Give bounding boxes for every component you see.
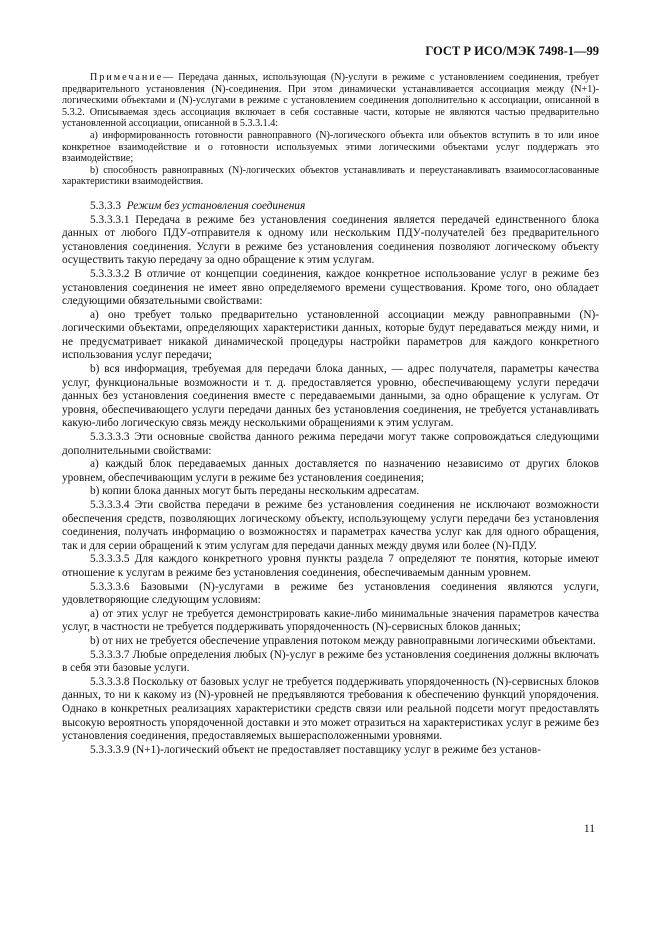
note-paragraph	[62, 72, 599, 130]
paragraph: 5.3.3.3.4 Эти свойства передачи в режиме без установления соединения не исключают возможности обеспечения средств, позволяющих логическому объекту, использующему услуги передачи без установления соединения, получать информацию о возможностях и параметрах качества услуг как для одного обращения, так и для серии обращений к этим услугам для передачи данных между двумя или более (N)-ПДУ.	[62, 499, 599, 552]
section-heading	[62, 200, 599, 214]
paragraph: 5.3.3.3.2 В отличие от концепции соединения, каждое конкретное использование услуг в режиме без установления соединения не имеет явно определяемого времени существования. Кроме того, оно обладает следующими обязательными свойствами:	[62, 267, 599, 308]
list-item: а) оно требует только предварительно установленной ассоциации между равноправными (N)-логическими объектами, определяющих характеристики данных, которые будут передаваться между ними, и не предусматривает никакой динамической процедуры настройки параметров для каждого конкретного использования услуг передачи;	[62, 308, 599, 362]
note-block	[62, 72, 599, 188]
list-item: b) копии блока данных могут быть переданы нескольким адресатам.	[90, 485, 420, 498]
paragraph: 5.3.3.3.6 Базовыми (N)-услугами в режиме без установления соединения являются услуги, удовлетворяющие следующим условиям:	[62, 580, 599, 607]
list-item: b) от них не требуется обеспечение управления потоком между равноправными логическими объектами.	[90, 634, 596, 647]
note-label: Примечание	[90, 72, 164, 83]
list-item: а) от этих услуг не требуется демонстрировать какие-либо минимальные значения параметров качества услуг, в частности не требуется поддерживать упорядоченность (N)-сервисных блоков данных;	[62, 607, 599, 634]
paragraph: 5.3.3.3.8 Поскольку от базовых услуг не требуется поддерживать упорядоченность (N)-сервисных блоков данных, то ни к какому из (N)-уровней не предъявляются требования к обеспечению функций упорядочения. Однако в конкретных реализациях характеристики средств связи или реальной подсети могут предоставлять высокую вероятность упорядоченной доставки и это может отразиться на характеристиках услуг в режиме без установления соединения, предоставляемых вышерасположенными уровнями.	[62, 675, 599, 743]
paragraph: 5.3.3.3.1 Передача в режиме без установления соединения является передачей единственного блока данных от любого ПДУ-отправителя к одному или нескольким ПДУ-получателей без предварительного установления соединения. Услуги в режиме без установления соединения позволяют логическому объекту осуществить такую передачу за одно обращение к этим услугам.	[62, 213, 599, 267]
standard-header: ГОСТ Р ИСО/МЭК 7498-1—99	[425, 44, 599, 58]
note-item-b: b) способность равноправных (N)-логических объектов устанавливать и переустанавливать взаимосогласованные характеристики взаимодействия.	[62, 164, 599, 188]
paragraph: 5.3.3.3.7 Любые определения любых (N)-услуг в режиме без установления соединения должны включать в себя эти базовые услуги.	[62, 648, 599, 675]
section-number: 5.3.3.3	[90, 199, 122, 212]
note-item-a: а) информированность готовности равноправного (N)-логического объекта или объектов вступить в то или иное конкретное взаимодействие и о готовности используемых этими логическими объектами услуг поддержать это взаимодействие;	[62, 129, 599, 165]
main-text	[62, 200, 599, 757]
list-item: b) вся информация, требуемая для передачи блока данных, — адрес получателя, параметры качества услуг, функциональные возможности и т. д. предоставляется уровню, обеспечивающему услуги передачи данных без установления соединения вместе с передаваемыми данными, за одно обращение к услугам. От уровня, обеспечивающего услуги передачи данных без установления соединения, не требуется устанавливать какую-либо логическую связь между несколькими обращениями к этим услугам.	[62, 363, 599, 430]
paragraph: 5.3.3.3.5 Для каждого конкретного уровня пункты раздела 7 определяют те понятия, которые имеют отношение к услугам в режиме без установления соединения, обеспечиваемым данным уровнем.	[62, 553, 599, 579]
page-content	[62, 72, 599, 757]
note-text: — Передача данных, использующая (N)-услуги в режиме с установлением соединения, требует предварительного установления (N)-соединения. При этом динамически устанавливается ассоциация между (N+1)-логическими объектами и (N)-услугами в режиме с установлением соединения дополнительно к ассоциации, описанной в 5.3.2. Описываемая здесь ассоциация включает в себя составные части, которые не являются частью предварительно установленной ассоциации, описанной в 5.3.3.1.4:	[62, 72, 599, 130]
list-item: а) каждый блок передаваемых данных доставляется по назначению независимо от других блоков уровнем, обеспечивающим услуги в режиме без установления соединения;	[62, 458, 599, 484]
paragraph: 5.3.3.3.9 (N+1)-логический объект не предоставляет поставщику услуг в режиме без установ-	[90, 743, 541, 756]
section-title: Режим без установления соединения	[126, 199, 306, 212]
paragraph: 5.3.3.3.3 Эти основные свойства данного режима передачи могут также сопровождаться следующими дополнительными свойствами:	[62, 431, 599, 457]
page-number: 11	[583, 823, 595, 835]
